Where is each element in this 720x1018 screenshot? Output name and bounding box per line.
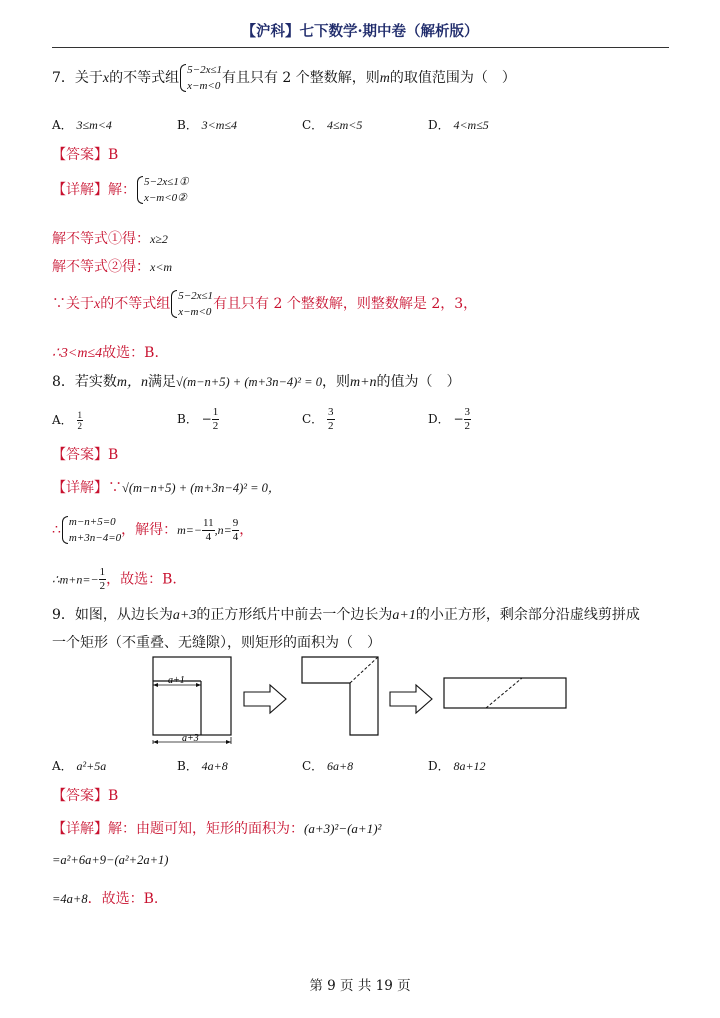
page-header: 【沪科】七下数学·期中卷（解析版） bbox=[241, 23, 479, 40]
l-shape bbox=[302, 657, 378, 735]
q9-stem-line2: 一个矩形（不重叠、无缝隙），则矩形的面积为（ ） bbox=[52, 635, 381, 651]
q7-sys-line1: 5−2x≤1 bbox=[187, 64, 222, 76]
q7-step2: 解不等式②得：x<m bbox=[52, 259, 173, 275]
q8-option-d[interactable]: D． − $\frac{3}{2}$ bbox=[428, 406, 471, 432]
q7-stem-a: 7．关于 bbox=[52, 70, 103, 86]
transform-arrow-2 bbox=[390, 685, 432, 713]
q9-figure bbox=[140, 652, 580, 752]
q7-var-x: x bbox=[102, 71, 110, 86]
q8-conclusion: ∴m+n=− $\frac{1}{2}$ ，故选：B. bbox=[52, 566, 177, 592]
q8-option-c[interactable]: C． $\frac{3}{2}$ bbox=[302, 406, 334, 432]
q7-conclusion: ∴3<m≤4故选：B. bbox=[52, 345, 159, 361]
dim-inner-arrow-left bbox=[153, 683, 158, 687]
q8-system: m−n+5=0 m+3n−4=0 bbox=[61, 514, 121, 546]
q7-var-m: m bbox=[379, 71, 390, 86]
q8-answer: 【答案】B bbox=[52, 447, 119, 463]
q7-option-a[interactable]: A． 3≤m<4 bbox=[52, 118, 112, 132]
q9-figure-svg bbox=[140, 652, 580, 752]
q7-stem bbox=[52, 62, 516, 94]
q9-answer: 【答案】B bbox=[52, 788, 119, 804]
rectangle-cut bbox=[486, 678, 522, 708]
q7-stem-d: 的取值范围为（ ） bbox=[389, 70, 516, 86]
q7-step3: ∵关于x的不等式组 5−2x≤1 x−m<0 有且只有 2 个整数解，则整数解是 2，3， bbox=[52, 290, 478, 318]
dim-outer-arrow-right bbox=[226, 740, 231, 744]
q7-stem-c: 有且只有 2 个整数解，则 bbox=[221, 70, 380, 86]
q7-sys-line2: x−m<0 bbox=[187, 80, 221, 92]
q7-stem-b: 的不等式组 bbox=[109, 70, 180, 86]
q7-system bbox=[179, 62, 222, 94]
q7-option-b[interactable]: B． 3<m≤4 bbox=[177, 118, 238, 132]
q8-detail: 【详解】∵√(m−n+5) + (m+3n−4)² = 0， bbox=[52, 480, 281, 496]
q8-option-b[interactable]: B． − $\frac{1}{2}$ bbox=[177, 406, 219, 432]
q7-step1: 解不等式①得：x≥2 bbox=[52, 231, 168, 247]
page-footer: 第 9 页 共 19 页 bbox=[309, 978, 411, 994]
transform-arrow-1 bbox=[244, 685, 286, 713]
q9-line2: =a²+6a+9−(a²+2a+1) bbox=[52, 853, 169, 867]
q9-conclusion: =4a+8．故选：B. bbox=[52, 891, 159, 907]
l-shape-cut bbox=[350, 657, 378, 683]
label-outer: a+3 bbox=[182, 733, 199, 744]
dim-outer-arrow-left bbox=[153, 740, 158, 744]
result-rectangle bbox=[444, 678, 566, 708]
q7-step3-system: 5−2x≤1 x−m<0 bbox=[170, 288, 213, 320]
dim-inner-arrow-right bbox=[196, 683, 201, 687]
q9-option-a[interactable]: A． a²+5a bbox=[52, 759, 107, 773]
label-inner: a+1 bbox=[168, 675, 185, 686]
q9-stem-line1: 9．如图，从边长为a+3的正方形纸片中前去一个边长为a+1的小正方形，剩余部分沿虚线剪拼成 bbox=[52, 607, 640, 623]
q9-option-b[interactable]: B． 4a+8 bbox=[177, 759, 228, 773]
q8-option-a[interactable]: A． $\frac{1}{2}$ bbox=[52, 410, 82, 431]
q7-detail: 【详解】解： 5−2x≤1① x−m<0② bbox=[52, 176, 189, 204]
q8-stem: 8．若实数m，n满足√(m−n+5) + (m+3n−4)² = 0，则m+n的值为（ ） bbox=[52, 374, 461, 390]
q9-option-c[interactable]: C． 6a+8 bbox=[302, 759, 354, 773]
big-square bbox=[153, 657, 231, 735]
q7-option-c[interactable]: C． 4≤m<5 bbox=[302, 118, 363, 132]
q9-option-d[interactable]: D． 8a+12 bbox=[428, 759, 486, 773]
q8-equation: √(m−n+5) + (m+3n−4)² = 0 bbox=[176, 375, 322, 389]
q7-answer: 【答案】B bbox=[52, 147, 119, 163]
q8-solve: ∴ m−n+5=0 m+3n−4=0 ，解得：m=− $\frac{11}{4}$ ,n= $\frac{9}{4}$ ， bbox=[52, 516, 254, 544]
q7-detail-system: 5−2x≤1① x−m<0② bbox=[136, 174, 189, 206]
header-divider bbox=[52, 47, 669, 48]
q9-detail: 【详解】解：由题可知，矩形的面积为：(a+3)²−(a+1)² bbox=[52, 821, 382, 837]
q7-option-d[interactable]: D． 4<m≤5 bbox=[428, 118, 489, 132]
